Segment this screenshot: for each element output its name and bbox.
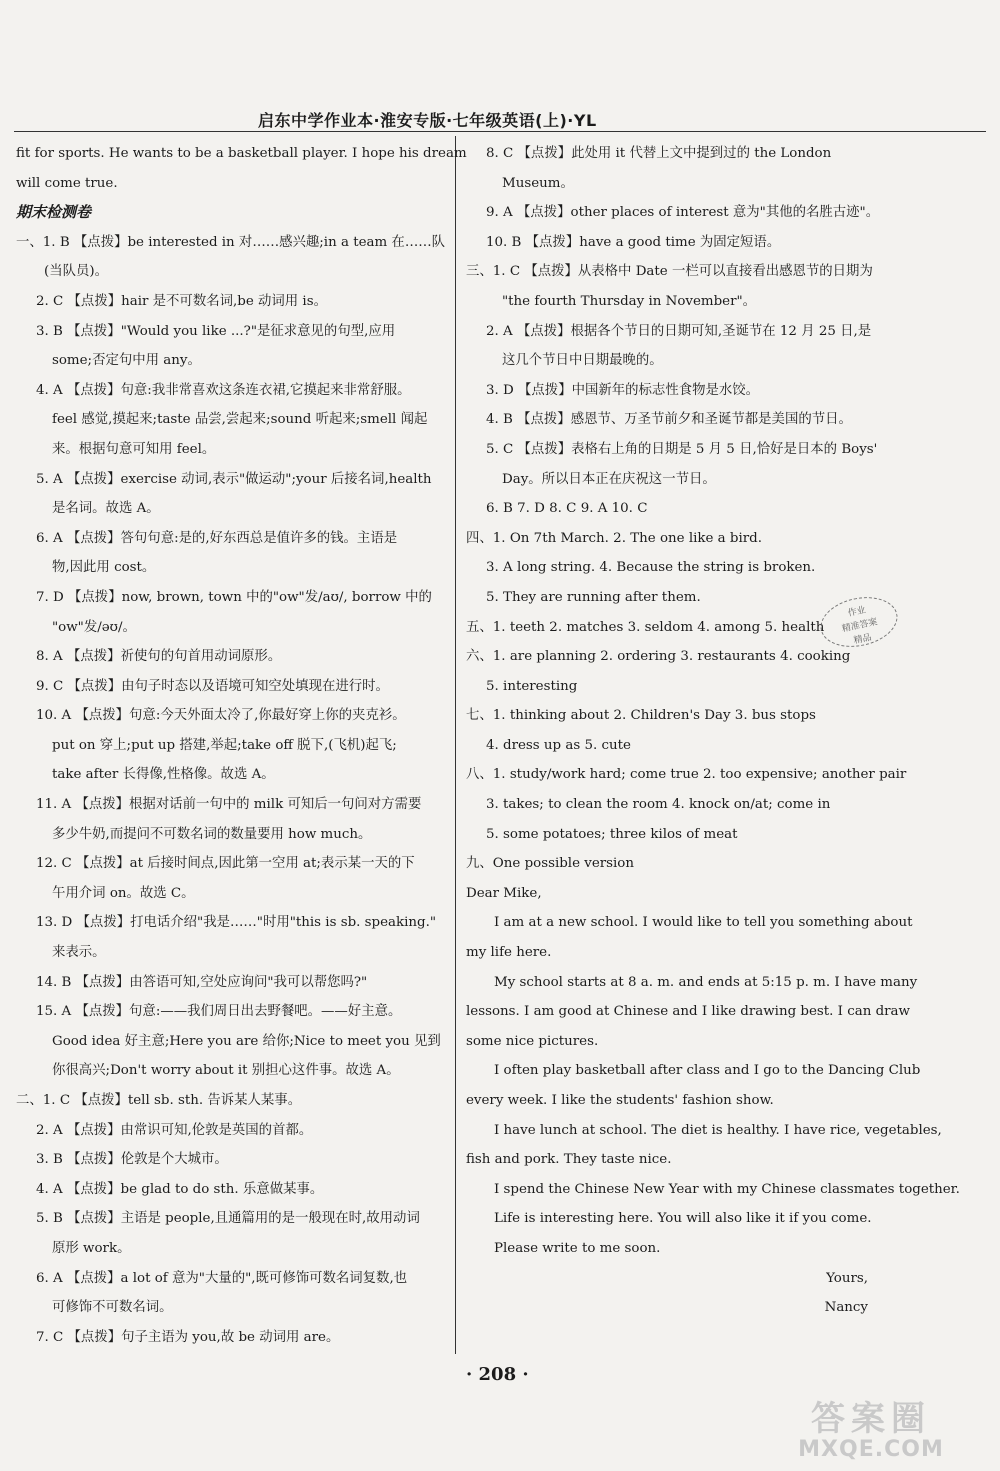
answer-line: 七、1. thinking about 2. Children's Day 3. bus stops — [466, 708, 816, 724]
answer-line: 八、1. study/work hard; come true 2. too expensive; another pair — [466, 767, 907, 783]
answer-line: "the fourth Thursday in November"。 — [502, 293, 757, 309]
answer-line: 12. C 【点拨】at 后接时间点,因此第一空用 at;表示某一天的下 — [36, 856, 415, 872]
answer-line: 3. D 【点拨】中国新年的标志性食物是水饺。 — [486, 382, 760, 398]
letter-line: Dear Mike, — [466, 885, 542, 901]
letter-line: lessons. I am good at Chinese and I like drawing best. I can draw — [466, 1004, 910, 1020]
answer-line: (当队员)。 — [44, 264, 109, 280]
answer-line: put on 穿上;put up 搭建,举起;take off 脱下,(飞机)起飞; — [52, 737, 397, 753]
answer-line: some;否定句中用 any。 — [52, 353, 201, 369]
answer-line: Day。所以日本正在庆祝这一节日。 — [502, 471, 716, 487]
answer-line: 6. A 【点拨】答句句意:是的,好东西总是值许多的钱。主语是 — [36, 530, 398, 546]
watermark-logo — [748, 1400, 994, 1466]
answer-line: 11. A 【点拨】根据对话前一句中的 milk 可知后一句问对方需要 — [36, 797, 422, 813]
answer-line: 5. B 【点拨】主语是 people,且通篇用的是一般现在时,故用动词 — [36, 1211, 420, 1227]
answer-line: 5. A 【点拨】exercise 动词,表示"做运动";your 后接名词,health — [36, 471, 432, 487]
answer-line: 来表示。 — [52, 945, 106, 961]
letter-line: Please write to me soon. — [494, 1240, 661, 1256]
answer-line: 5. some potatoes; three kilos of meat — [486, 826, 738, 842]
answer-line: 5. They are running after them. — [486, 589, 701, 605]
answer-line: 4. A 【点拨】be glad to do sth. 乐意做某事。 — [36, 1181, 324, 1197]
answer-line: 4. B 【点拨】感恩节、万圣节前夕和圣诞节都是美国的节日。 — [486, 412, 852, 428]
stamp-line: 精品 — [852, 632, 873, 647]
answer-line: 7. C 【点拨】句子主语为 you,故 be 动词用 are。 — [36, 1329, 340, 1345]
answer-line: 四、1. On 7th March. 2. The one like a bird. — [466, 530, 763, 546]
right-column — [466, 139, 960, 1323]
answer-line: feel 感觉,摸起来;taste 品尝,尝起来;sound 听起来;smell 闻起 — [52, 412, 428, 428]
answer-line: 3. A long string. 4. Because the string is broken. — [486, 560, 816, 576]
column-divider — [455, 136, 456, 1354]
watermark-url: MXQE.COM — [798, 1437, 944, 1462]
answer-line: 一、1. B 【点拨】be interested in 对……感兴趣;in a team 在……队 — [16, 234, 445, 250]
letter-line: Life is interesting here. You will also like it if you come. — [494, 1211, 872, 1227]
letter-line: some nice pictures. — [466, 1033, 599, 1049]
text-line: will come true. — [16, 175, 118, 191]
stamp-line: 作业 — [847, 605, 867, 619]
answer-line: 13. D 【点拨】打电话介绍"我是……"时用"this is sb. speaking." — [36, 915, 437, 931]
letter-line: I spend the Chinese New Year with my Chinese classmates together. — [494, 1181, 960, 1197]
answer-line: 这几个节日中日期最晚的。 — [502, 353, 663, 369]
left-column — [16, 139, 467, 1352]
answer-line: 三、1. C 【点拨】从表格中 Date 一栏可以直接看出感恩节的日期为 — [466, 264, 873, 280]
answer-line: 10. B 【点拨】have a good time 为固定短语。 — [486, 234, 781, 250]
answer-line: 4. A 【点拨】句意:我非常喜欢这条连衣裙,它摸起来非常舒服。 — [36, 382, 411, 398]
stamp-line: 精准答案 — [841, 617, 879, 635]
answer-line: 2. C 【点拨】hair 是不可数名词,be 动词用 is。 — [36, 293, 327, 309]
letter-line: fish and pork. They taste nice. — [466, 1152, 672, 1168]
answer-line: 可修饰不可数名词。 — [52, 1300, 173, 1316]
page-header: 启东中学作业本·淮安专版·七年级英语(上)·YL — [258, 111, 597, 130]
answer-line: 5. C 【点拨】表格右上角的日期是 5 月 5 日,恰好是日本的 Boys' — [486, 441, 878, 457]
watermark-title: 答案圈 — [811, 1399, 931, 1439]
answer-line: 二、1. C 【点拨】tell sb. sth. 告诉某人某事。 — [16, 1093, 302, 1108]
answer-line: Museum。 — [502, 175, 574, 191]
answer-line: 多少牛奶,而提问不可数名词的数量要用 how much。 — [52, 826, 372, 842]
answer-line: 你很高兴;Don't worry about it 别担心这件事。故选 A。 — [52, 1063, 400, 1079]
page-number: · 208 · — [466, 1364, 529, 1385]
answer-line: "ow"发/əʊ/。 — [52, 619, 136, 635]
letter-line: I have lunch at school. The diet is healthy. I have rice, vegetables, — [494, 1122, 942, 1138]
answer-line: 15. A 【点拨】句意:——我们周日出去野餐吧。——好主意。 — [36, 1004, 402, 1020]
answer-line: 5. interesting — [486, 678, 578, 694]
answer-line: 9. C 【点拨】由句子时态以及语境可知空处填现在进行时。 — [36, 678, 389, 694]
letter-closing: Yours, — [826, 1270, 868, 1286]
answer-line: 五、1. teeth 2. matches 3. seldom 4. among 5. health — [466, 619, 825, 635]
letter-signature: Nancy — [824, 1300, 868, 1316]
answer-line: 物,因此用 cost。 — [52, 560, 156, 576]
letter-line: I often play basketball after class and I go to the Dancing Club — [494, 1063, 921, 1079]
answer-line: 是名词。故选 A。 — [52, 501, 160, 517]
answer-line: 原形 work。 — [52, 1240, 131, 1256]
answer-line: 来。根据句意可知用 feel。 — [52, 441, 216, 457]
answer-line: 8. C 【点拨】此处用 it 代替上文中提到过的 the London — [486, 146, 832, 161]
answer-line: 7. D 【点拨】now, brown, town 中的"ow"发/aʊ/, borrow 中的 — [36, 589, 432, 605]
answer-line: 3. B 【点拨】"Would you like ...?"是征求意见的句型,应用 — [36, 323, 396, 339]
answer-line: 3. takes; to clean the room 4. knock on/at; come in — [486, 797, 831, 813]
answer-line: 六、1. are planning 2. ordering 3. restaurants 4. cooking — [466, 649, 851, 665]
answer-line: 14. B 【点拨】由答语可知,空处应询问"我可以帮您吗?" — [36, 974, 368, 990]
letter-line: my life here. — [466, 945, 552, 961]
answer-line: 6. B 7. D 8. C 9. A 10. C — [486, 501, 648, 517]
answer-line: 午用介词 on。故选 C。 — [52, 885, 195, 901]
answer-line: 6. A 【点拨】a lot of 意为"大量的",既可修饰可数名词复数,也 — [36, 1270, 408, 1286]
answer-line: take after 长得像,性格像。故选 A。 — [52, 767, 275, 783]
header-rule — [14, 131, 986, 132]
answer-line: 4. dress up as 5. cute — [486, 737, 631, 753]
answer-line: Good idea 好主意;Here you are 给你;Nice to meet you 见到 — [52, 1033, 441, 1049]
answer-line: 2. A 【点拨】根据各个节日的日期可知,圣诞节在 12 月 25 日,是 — [486, 323, 872, 339]
text-line: fit for sports. He wants to be a basketball player. I hope his dream — [16, 146, 467, 161]
letter-line: I am at a new school. I would like to tell you something about — [494, 915, 913, 931]
answer-line: 8. A 【点拨】祈使句的句首用动词原形。 — [36, 649, 282, 665]
answer-line: 10. A 【点拨】句意:今天外面太冷了,你最好穿上你的夹克衫。 — [36, 708, 406, 724]
letter-line: My school starts at 8 a. m. and ends at 5:15 p. m. I have many — [494, 974, 918, 990]
answer-line: 9. A 【点拨】other places of interest 意为"其他的名胜古迹"。 — [486, 205, 880, 221]
section-title: 期末检测卷 — [16, 203, 92, 222]
letter-line: every week. I like the students' fashion show. — [466, 1093, 774, 1108]
answer-line: 2. A 【点拨】由常识可知,伦敦是英国的首都。 — [36, 1122, 313, 1138]
answer-line: 九、One possible version — [466, 856, 634, 872]
answer-line: 3. B 【点拨】伦敦是个大城市。 — [36, 1152, 228, 1168]
